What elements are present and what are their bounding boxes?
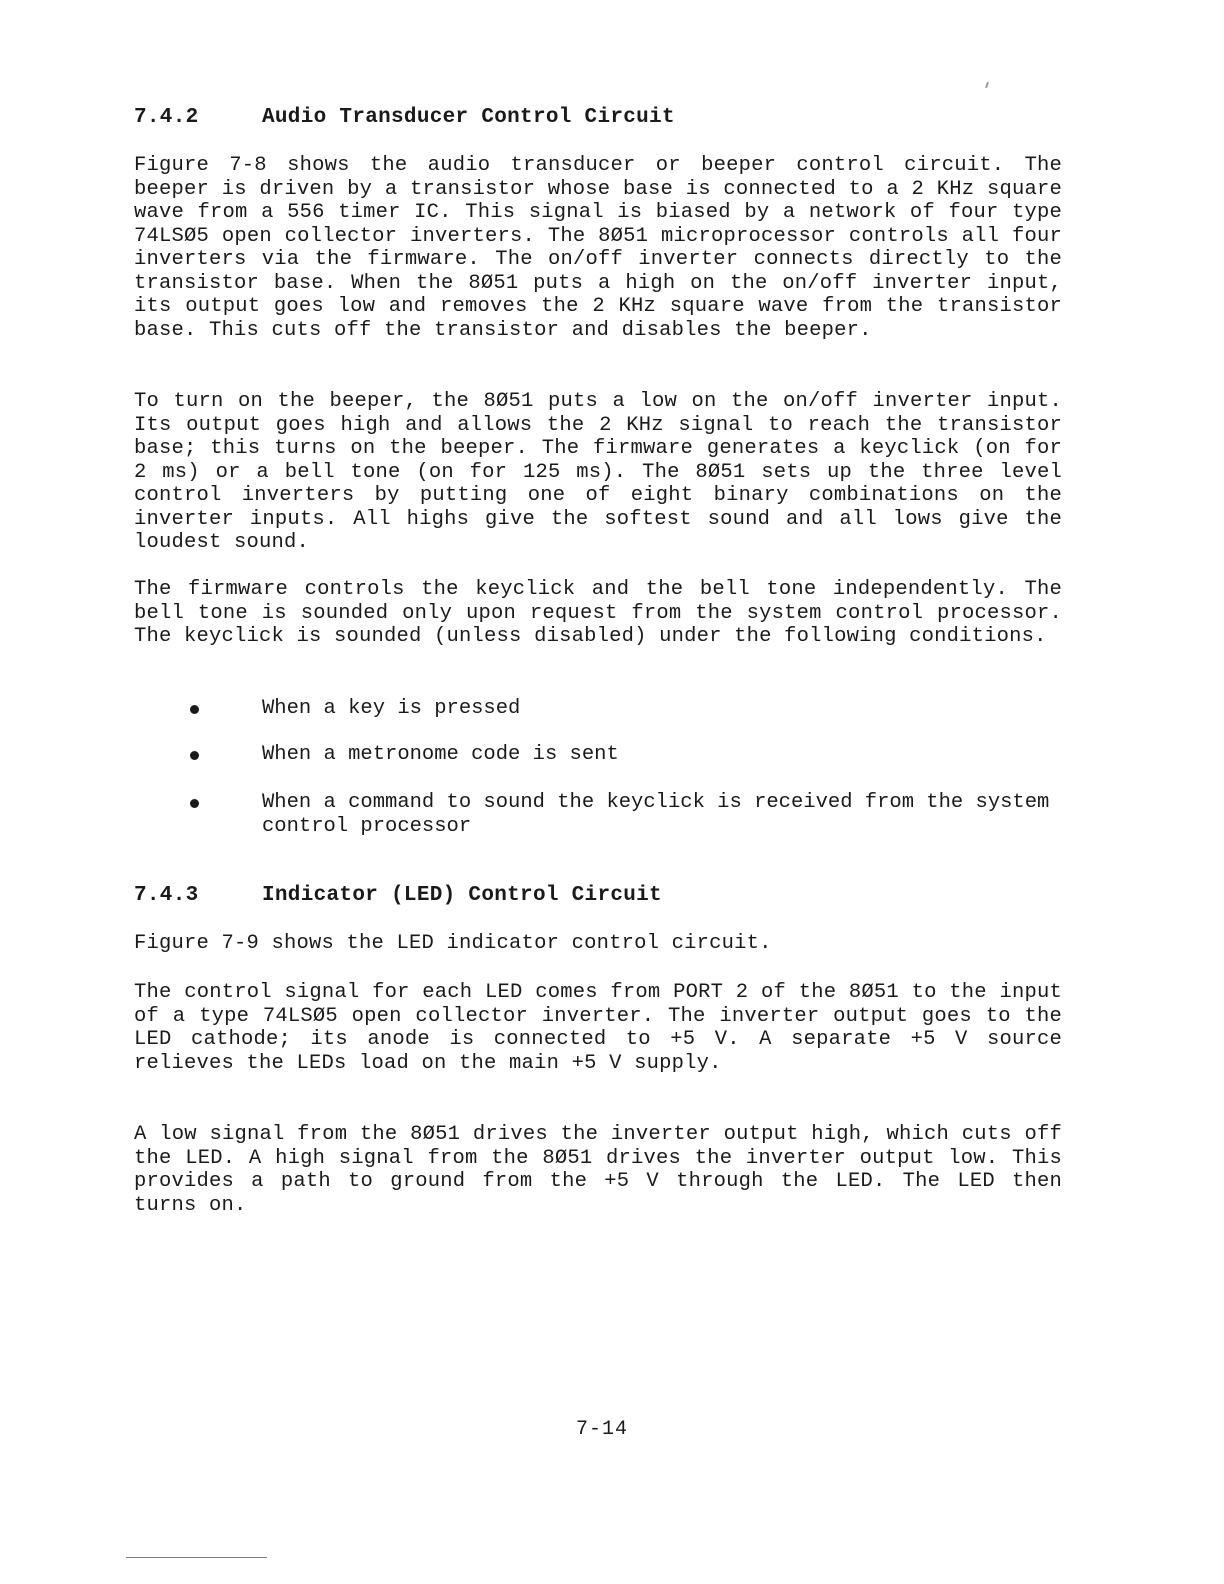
paragraph: The control signal for each LED comes from PORT 2 of the 8Ø51 to the input of a type 74LSØ5 open collector inverter. The inverter output goes to the LED cathode; its anode is connected to +5 V. A separate +5 V source relieves the LEDs load on the main +5 V supply. — [134, 981, 1062, 1075]
bullet-icon — [190, 705, 199, 714]
bullet-icon — [190, 799, 199, 808]
list-item-text: When a command to sound the keyclick is received from the system control processor — [262, 791, 1050, 838]
paragraph: The firmware controls the keyclick and the bell tone independently. The bell tone is sounded only upon request from the system control processor. The keyclick is sounded (unless disabled) under the following conditions. — [134, 578, 1062, 648]
section-heading-7-4-3 — [134, 884, 662, 907]
scan-speck — [985, 82, 989, 88]
bullet-icon — [190, 751, 199, 760]
list-item-text: When a key is pressed — [262, 697, 521, 720]
paragraph: Figure 7-8 shows the audio transducer or beeper control circuit. The beeper is driven by a transistor whose base is connected to a 2 KHz square wave from a 556 timer IC. This signal is biased by a network of four type 74LSØ5 open collector inverters. The 8Ø51 microprocessor controls all four inverters via the firmware. The on/off inverter connects directly to the transistor base. When the 8Ø51 puts a high on the on/off inverter input, its output goes low and removes the 2 KHz square wave from the transistor base. This cuts off the transistor and disables the beeper. — [134, 154, 1062, 342]
section-heading-7-4-2 — [134, 106, 675, 129]
footer-rule — [126, 1557, 267, 1558]
section-title: Indicator (LED) Control Circuit — [262, 884, 662, 907]
list-item-text: When a metronome code is sent — [262, 743, 619, 766]
section-title: Audio Transducer Control Circuit — [262, 106, 675, 129]
section-number: 7.4.3 — [134, 884, 199, 907]
paragraph: To turn on the beeper, the 8Ø51 puts a low on the on/off inverter input. Its output goes high and allows the 2 KHz signal to reach the transistor base; this turns on the beeper. The firmware generates a keyclick (on for 2 ms) or a bell tone (on for 125 ms). The 8Ø51 sets up the three level control inverters by putting one of eight binary combinations on the inverter inputs. All highs give the softest sound and all lows give the loudest sound. — [134, 390, 1062, 554]
page-number: 7-14 — [576, 1418, 629, 1441]
paragraph: A low signal from the 8Ø51 drives the inverter output high, which cuts off the LED. A high signal from the 8Ø51 drives the inverter output low. This provides a path to ground from the +5 V through the LED. The LED then turns on. — [134, 1123, 1062, 1217]
paragraph: Figure 7-9 shows the LED indicator control circuit. — [134, 932, 772, 955]
section-number: 7.4.2 — [134, 106, 199, 129]
